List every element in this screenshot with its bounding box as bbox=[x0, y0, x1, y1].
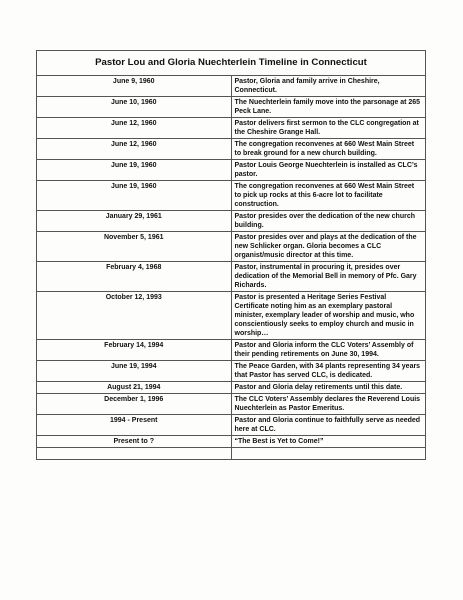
empty-event-cell bbox=[231, 448, 426, 460]
date-cell: Present to ? bbox=[37, 436, 232, 448]
date-cell: June 10, 1960 bbox=[37, 97, 232, 118]
title-row bbox=[37, 51, 426, 76]
date-cell: February 4, 1968 bbox=[37, 262, 232, 292]
table-row bbox=[37, 160, 426, 181]
table-row bbox=[37, 181, 426, 211]
event-cell: Pastor delivers first sermon to the CLC congregation at the Cheshire Grange Hall. bbox=[231, 118, 426, 139]
event-cell: Pastor presides over the dedication of the new church building. bbox=[231, 211, 426, 232]
table-row bbox=[37, 382, 426, 394]
event-cell: Pastor and Gloria continue to faithfully serve as needed here at CLC. bbox=[231, 415, 426, 436]
blank-table-row bbox=[37, 448, 426, 460]
date-cell: June 12, 1960 bbox=[37, 139, 232, 160]
date-cell: October 12, 1993 bbox=[37, 292, 232, 340]
date-cell: June 19, 1960 bbox=[37, 160, 232, 181]
date-cell: November 5, 1961 bbox=[37, 232, 232, 262]
date-cell: June 19, 1960 bbox=[37, 181, 232, 211]
event-cell: The Peace Garden, with 34 plants representing 34 years that Pastor has served CLC, is dedicated. bbox=[231, 361, 426, 382]
table-row bbox=[37, 292, 426, 340]
date-cell: August 21, 1994 bbox=[37, 382, 232, 394]
event-cell: Pastor, instrumental in procuring it, presides over dedication of the Memorial Bell in memory of Pfc. Gary Richards. bbox=[231, 262, 426, 292]
table-row bbox=[37, 340, 426, 361]
date-cell: January 29, 1961 bbox=[37, 211, 232, 232]
table-row bbox=[37, 211, 426, 232]
event-cell: Pastor Louis George Nuechterlein is installed as CLC’s pastor. bbox=[231, 160, 426, 181]
table-row bbox=[37, 139, 426, 160]
event-cell: The congregation reconvenes at 660 West Main Street to break ground for a new church building. bbox=[231, 139, 426, 160]
table-row bbox=[37, 118, 426, 139]
table-row bbox=[37, 76, 426, 97]
timeline-table bbox=[36, 50, 426, 460]
date-cell: December 1, 1996 bbox=[37, 394, 232, 415]
empty-date-cell bbox=[37, 448, 232, 460]
date-cell: June 12, 1960 bbox=[37, 118, 232, 139]
event-cell: Pastor, Gloria and family arrive in Cheshire, Connecticut. bbox=[231, 76, 426, 97]
table-row bbox=[37, 97, 426, 118]
table-row bbox=[37, 232, 426, 262]
date-cell: June 19, 1994 bbox=[37, 361, 232, 382]
event-cell: “The Best is Yet to Come!” bbox=[231, 436, 426, 448]
event-cell: The Nuechterlein family move into the parsonage at 265 Peck Lane. bbox=[231, 97, 426, 118]
table-row bbox=[37, 415, 426, 436]
event-cell: Pastor is presented a Heritage Series Festival Certificate noting him as an exemplary pastoral minister, exemplary leader of worship and music, who conscientiously seeks to employ church and music in worship… bbox=[231, 292, 426, 340]
table-row bbox=[37, 361, 426, 382]
date-cell: February 14, 1994 bbox=[37, 340, 232, 361]
event-cell: Pastor presides over and plays at the dedication of the new Schlicker organ. Gloria becomes a CLC organist/music director at this time. bbox=[231, 232, 426, 262]
table-row bbox=[37, 394, 426, 415]
event-cell: The congregation reconvenes at 660 West Main Street to pick up rocks at this 6-acre lot to facilitate construction. bbox=[231, 181, 426, 211]
table-row bbox=[37, 436, 426, 448]
event-cell: Pastor and Gloria inform the CLC Voters’ Assembly of their pending retirements on June 30, 1994. bbox=[231, 340, 426, 361]
event-cell: Pastor and Gloria delay retirements until this date. bbox=[231, 382, 426, 394]
table-row bbox=[37, 262, 426, 292]
date-cell: 1994 - Present bbox=[37, 415, 232, 436]
table-title: Pastor Lou and Gloria Nuechterlein Timeline in Connecticut bbox=[37, 51, 426, 76]
event-cell: The CLC Voters’ Assembly declares the Reverend Louis Nuechterlein as Pastor Emeritus. bbox=[231, 394, 426, 415]
date-cell: June 9, 1960 bbox=[37, 76, 232, 97]
